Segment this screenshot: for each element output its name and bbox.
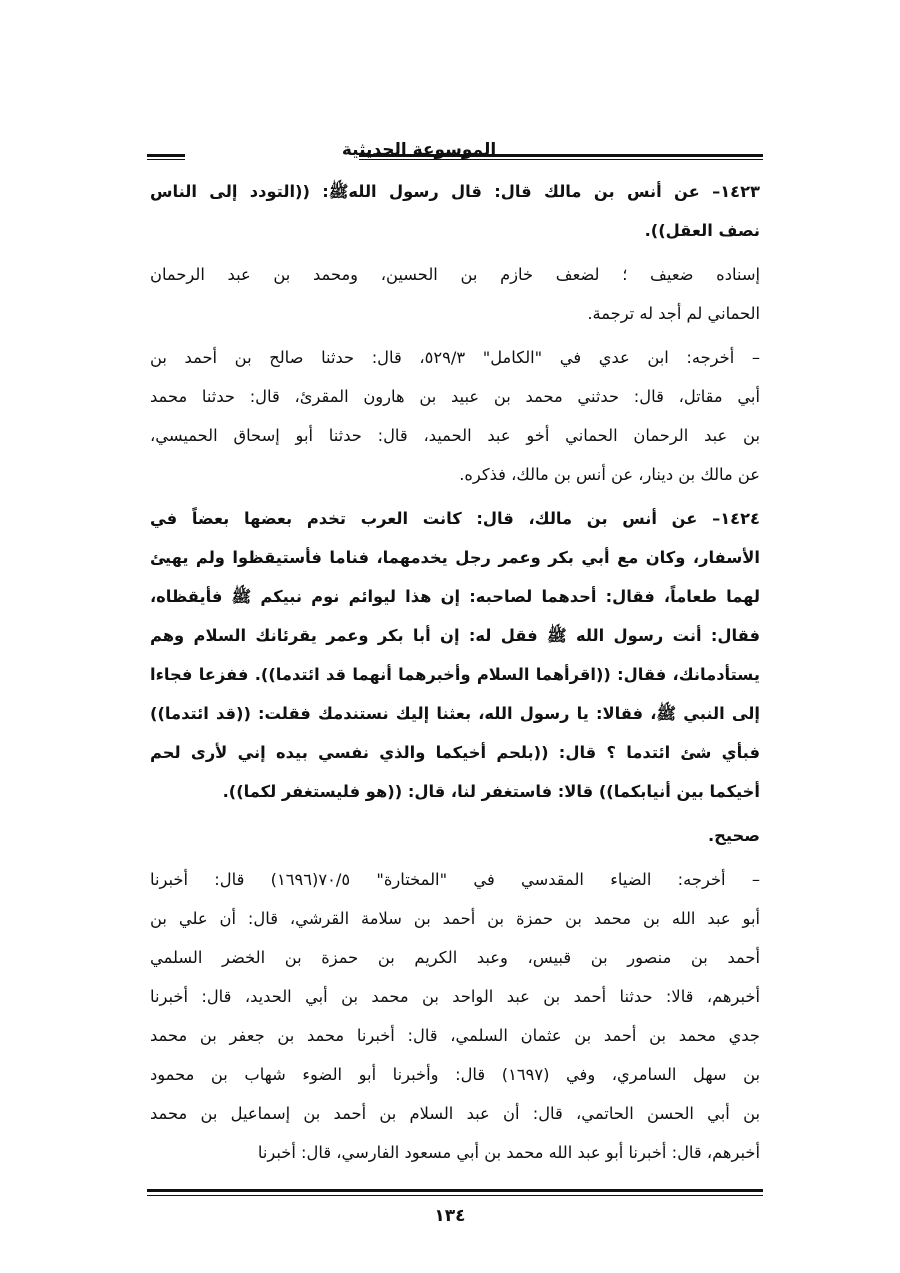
text-line: يستأدمانك، فقال: ((اقرأهما السلام وأخبرهما أنهما قد ائتدما)). ففزعا فجاءا bbox=[150, 665, 760, 684]
text-line: بن أبي الحسن الحاتمي، قال: أن عبد السلام بن أحمد بن إسماعيل بن محمد bbox=[150, 1104, 760, 1123]
text-line: بن عبد الرحمان الحماني أخو عبد الحميد، قال: حدثنا أبو إسحاق الحميسي، bbox=[150, 426, 760, 445]
text-line: أخبرهم، قال: أخبرنا أبو عبد الله محمد بن أبي مسعود الفارسي، قال: أخبرنا bbox=[257, 1143, 760, 1162]
paragraph bbox=[150, 860, 760, 1172]
text-line: فقال: أنت رسول الله ﷺ فقل له: إن أبا بكر وعمر يقرئانك السلام وهم bbox=[150, 626, 760, 645]
text-line: لهما طعاماً، فقال: أحدهما لصاحبه: إن هذا ليوائم نوم نبيكم ﷺ فأيقظاه، bbox=[150, 587, 760, 606]
paragraph bbox=[150, 816, 760, 855]
text-line: أحمد بن منصور بن قبيس، وعبد الكريم بن حمزة بن الخضر السلمي bbox=[150, 948, 760, 967]
text-line: – أخرجه: ابن عدي في "الكامل" ٥٢٩/٣، قال: حدثنا صالح بن أحمد بن bbox=[150, 348, 760, 367]
text-line: نصف العقل)). bbox=[644, 221, 760, 240]
text-line: إلى النبي ﷺ، فقالا: يا رسول الله، بعثنا إليك نستندمك فقلت: ((قد ائتدما)) bbox=[150, 704, 760, 723]
paragraph bbox=[150, 172, 760, 250]
page-number: ١٣٤ bbox=[434, 1206, 466, 1226]
page-body bbox=[150, 172, 760, 1172]
text-line: أخيكما بين أنيابكما)) قالا: فاستغفر لنا، قال: ((هو فليستغفر لكما)). bbox=[222, 782, 760, 801]
paragraph bbox=[150, 338, 760, 494]
text-line: أبو عبد الله بن محمد بن حمزة بن أحمد بن سلامة القرشي، قال: أن علي بن bbox=[150, 909, 760, 928]
text-line: عن مالك بن دينار، عن أنس بن مالك، فذكره. bbox=[459, 465, 760, 484]
text-line: ١٤٢٣– عن أنس بن مالك قال: قال رسول اللهﷺ: ((التودد إلى الناس bbox=[150, 182, 760, 201]
text-line: ١٤٢٤– عن أنس بن مالك، قال: كانت العرب تخدم بعضها بعضاً في bbox=[150, 509, 760, 528]
page-header bbox=[147, 140, 763, 166]
text-line: بن سهل السامري، وفي (١٦٩٧) قال: وأخبرنا أبو الضوء شهاب بن محمود bbox=[150, 1065, 760, 1084]
text-line: – أخرجه: الضياء المقدسي في "المختارة" ٧٠/٥(١٦٩٦) قال: أخبرنا bbox=[150, 870, 760, 889]
header-title: الموسوعة الحديثية bbox=[341, 140, 497, 160]
text-line: جدي محمد بن أحمد بن عثمان السلمي، قال: أخبرنا محمد بن جعفر بن محمد bbox=[150, 1026, 760, 1045]
text-line: إسناده ضعيف ؛ لضعف خازم بن الحسين، ومحمد بن عبد الرحمان bbox=[150, 265, 760, 284]
text-line: أبي مقاتل، قال: حدثني محمد بن عبيد بن هارون المقرئ، قال: حدثنا محمد bbox=[150, 387, 760, 406]
text-line: صحيح. bbox=[707, 826, 760, 845]
header-rule-left bbox=[147, 154, 185, 157]
paragraph bbox=[150, 499, 760, 811]
text-line: الأسفار، وكان مع أبي بكر وعمر رجل يخدمهما، فناما فأستيقظوا ولم يهيئ bbox=[150, 548, 760, 567]
footer-rule bbox=[147, 1189, 763, 1192]
text-line: أخبرهم، قالا: حدثنا أحمد بن عبد الواحد بن محمد بن أبي الحديد، قال: أخبرنا bbox=[150, 987, 760, 1006]
text-line: الحماني لم أجد له ترجمة. bbox=[587, 304, 760, 323]
text-line: فبأي شئ ائتدما ؟ قال: ((بلحم أخيكما والذي نفسي بيده إني لأرى لحم bbox=[150, 743, 760, 762]
paragraph bbox=[150, 255, 760, 333]
